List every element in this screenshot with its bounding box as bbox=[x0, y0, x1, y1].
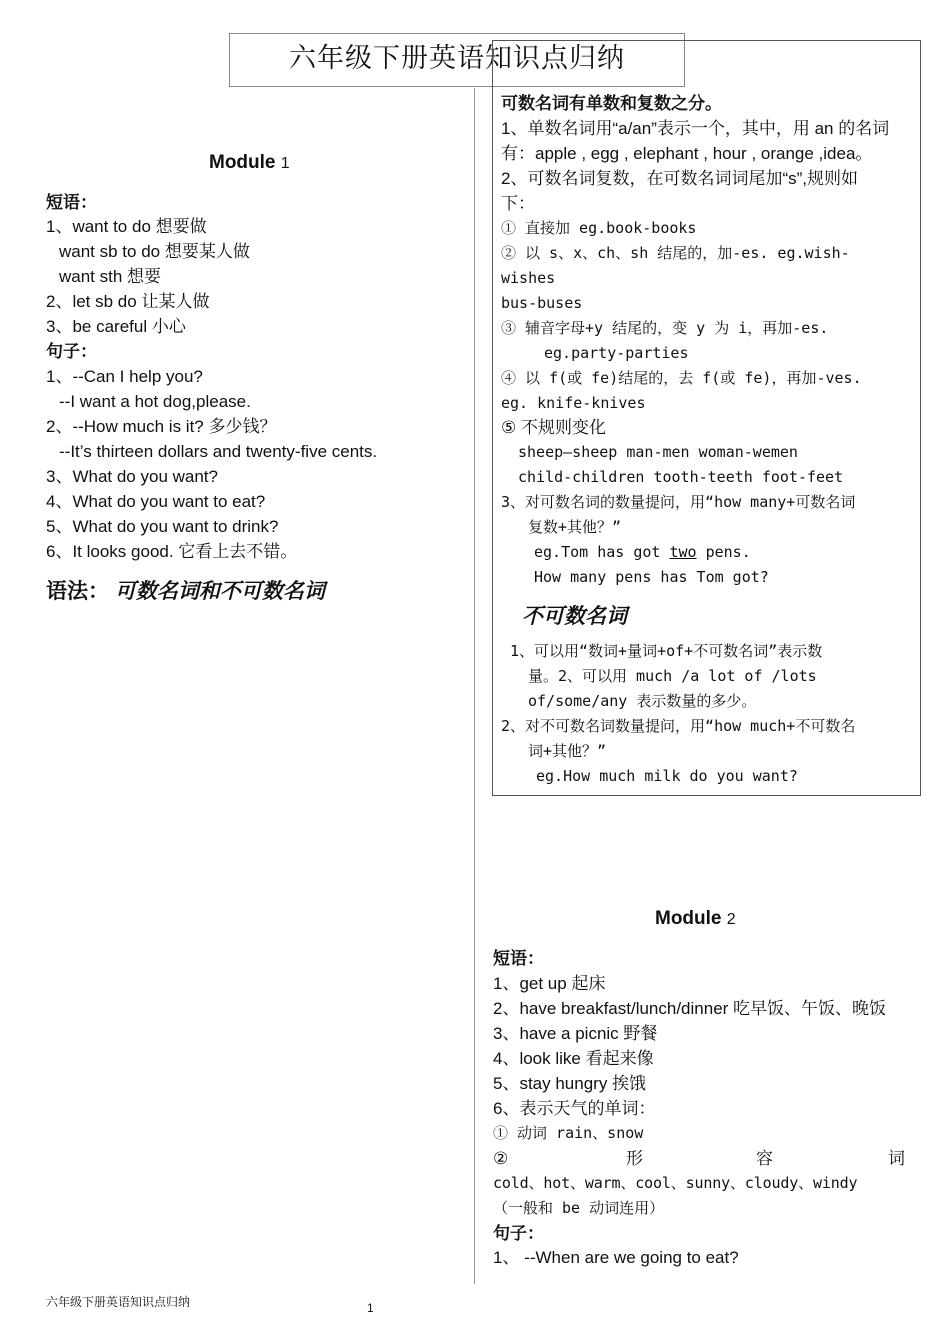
how-many-rule: 3、对可数名词的数量提问，用“how many+可数名词 bbox=[501, 493, 856, 511]
weather-adj-char-2: 容 bbox=[756, 1149, 773, 1168]
rule-3-example: eg.party-parties bbox=[544, 344, 689, 362]
uncountable-heading: 不可数名词 bbox=[522, 603, 627, 628]
m2-sentences-heading: 句子： bbox=[493, 1224, 544, 1243]
weather-adjectives: cold、hot、warm、cool、sunny、cloudy、windy bbox=[493, 1174, 858, 1192]
m2-phrase-3: 3、have a picnic 野餐 bbox=[493, 1024, 658, 1043]
column-divider bbox=[474, 88, 475, 1284]
countable-heading: 可数名词有单数和复数之分。 bbox=[501, 94, 722, 113]
countable-line-2: 有：apple , egg , elephant , hour , orange ,idea。 bbox=[501, 144, 873, 163]
uncountable-line-1: 1、可以用“数词+量词+of+不可数名词”表示数 bbox=[510, 642, 823, 660]
grammar-heading bbox=[46, 575, 325, 605]
sentence-4: 4、What do you want to eat? bbox=[46, 492, 266, 511]
grammar-topic: 可数名词和不可数名词 bbox=[114, 578, 325, 603]
how-many-example bbox=[534, 540, 751, 565]
weather-adj-char-1: 形 bbox=[626, 1149, 643, 1168]
sentence-3: 3、What do you want? bbox=[46, 467, 218, 486]
weather-adj-char-3: 词 bbox=[888, 1149, 905, 1168]
module-2-heading bbox=[655, 908, 736, 930]
rule-1: ① 直接加 eg.book-books bbox=[501, 219, 697, 237]
countable-line-3: 2、可数名词复数，在可数名词词尾加“s”,规则如 bbox=[501, 169, 858, 188]
m2-sentence-1: 1、 --When are we going to eat? bbox=[493, 1248, 739, 1267]
example-part-2: pens. bbox=[696, 543, 751, 561]
irregular-list-2: child-children tooth-teeth foot-feet bbox=[518, 468, 844, 486]
uncountable-line-3: of/some/any 表示数量的多少。 bbox=[528, 692, 757, 710]
m2-phrase-6: 6、表示天气的单词： bbox=[493, 1099, 656, 1118]
uncountable-line-2: 量。2、可以用 much /a lot of /lots bbox=[528, 667, 817, 685]
m2-phrase-5: 5、stay hungry 挨饿 bbox=[493, 1074, 647, 1093]
footer-title: 六年级下册英语知识点归纳 bbox=[46, 1295, 191, 1309]
phrase-2: 2、let sb do 让某人做 bbox=[46, 292, 210, 311]
module-1-number: 1 bbox=[280, 155, 290, 172]
m2-phrase-2: 2、have breakfast/lunch/dinner 吃早饭、午饭、晚饭 bbox=[493, 999, 887, 1018]
rule-3: ③ 辅音字母+y 结尾的，变 y 为 i，再加-es. bbox=[501, 319, 829, 337]
sentence-2b: --It’s thirteen dollars and twenty-five cents. bbox=[59, 442, 378, 461]
grammar-label: 语法： bbox=[46, 580, 109, 603]
phrase-3: 3、be careful 小心 bbox=[46, 317, 186, 336]
countable-line-4: 下： bbox=[501, 194, 535, 213]
m2-phrases-heading: 短语： bbox=[493, 949, 544, 968]
phrases-heading: 短语： bbox=[46, 193, 97, 212]
m2-phrase-1: 1、get up 起床 bbox=[493, 974, 606, 993]
sentence-1a: 1、--Can I help you? bbox=[46, 367, 203, 386]
rule-2: ② 以 s、x、ch、sh 结尾的，加-es. eg.wish- bbox=[501, 244, 850, 262]
uncountable-line-5: 词+其他？” bbox=[528, 742, 607, 760]
module-2-word: Module bbox=[655, 908, 722, 929]
m2-phrase-4: 4、look like 看起来像 bbox=[493, 1049, 654, 1068]
irregular-list-1: sheep—sheep man-men woman-wemen bbox=[518, 443, 798, 461]
sentence-5: 5、What do you want to drink? bbox=[46, 517, 279, 536]
sentence-6: 6、It looks good. 它看上去不错。 bbox=[46, 542, 298, 561]
sentence-2a: 2、--How much is it? 多少钱？ bbox=[46, 417, 277, 436]
module-2-number: 2 bbox=[726, 911, 736, 928]
phrase-1b: want sb to do 想要某人做 bbox=[59, 242, 250, 261]
rule-5: ⑤ 不规则变化 bbox=[501, 418, 606, 437]
uncountable-example: eg.How much milk do you want? bbox=[536, 767, 798, 785]
uncountable-line-4: 2、对不可数名词数量提问，用“how much+不可数名 bbox=[501, 717, 856, 735]
rule-2-example: bus-buses bbox=[501, 294, 583, 312]
page-number: 1 bbox=[367, 1301, 374, 1315]
countable-line-1: 1、单数名词用“a/an”表示一个，其中，用 an 的名词 bbox=[501, 119, 890, 138]
weather-note: （一般和 be 动词连用） bbox=[493, 1199, 665, 1217]
rule-4-example: eg. knife-knives bbox=[501, 394, 646, 412]
phrase-1: 1、want to do 想要做 bbox=[46, 217, 207, 236]
sentence-1b: --I want a hot dog,please. bbox=[59, 392, 251, 411]
module-1-heading bbox=[209, 152, 290, 174]
example-part-1: eg.Tom has got bbox=[534, 543, 670, 561]
how-many-rule-cont: 复数+其他？” bbox=[528, 518, 622, 536]
phrase-1c: want sth 想要 bbox=[59, 267, 162, 286]
module-1-word: Module bbox=[209, 152, 276, 173]
weather-verbs: ① 动词 rain、snow bbox=[493, 1124, 644, 1142]
rule-2-cont: wishes bbox=[501, 269, 556, 287]
document-title: 六年级下册英语知识点归纳 bbox=[229, 33, 685, 87]
example-underlined-word: two bbox=[669, 543, 697, 561]
weather-adj-marker: ② bbox=[493, 1149, 509, 1168]
sentences-heading: 句子： bbox=[46, 342, 97, 361]
rule-4: ④ 以 f(或 fe)结尾的，去 f(或 fe)，再加-ves. bbox=[501, 369, 862, 387]
how-many-question: How many pens has Tom got? bbox=[534, 568, 769, 586]
